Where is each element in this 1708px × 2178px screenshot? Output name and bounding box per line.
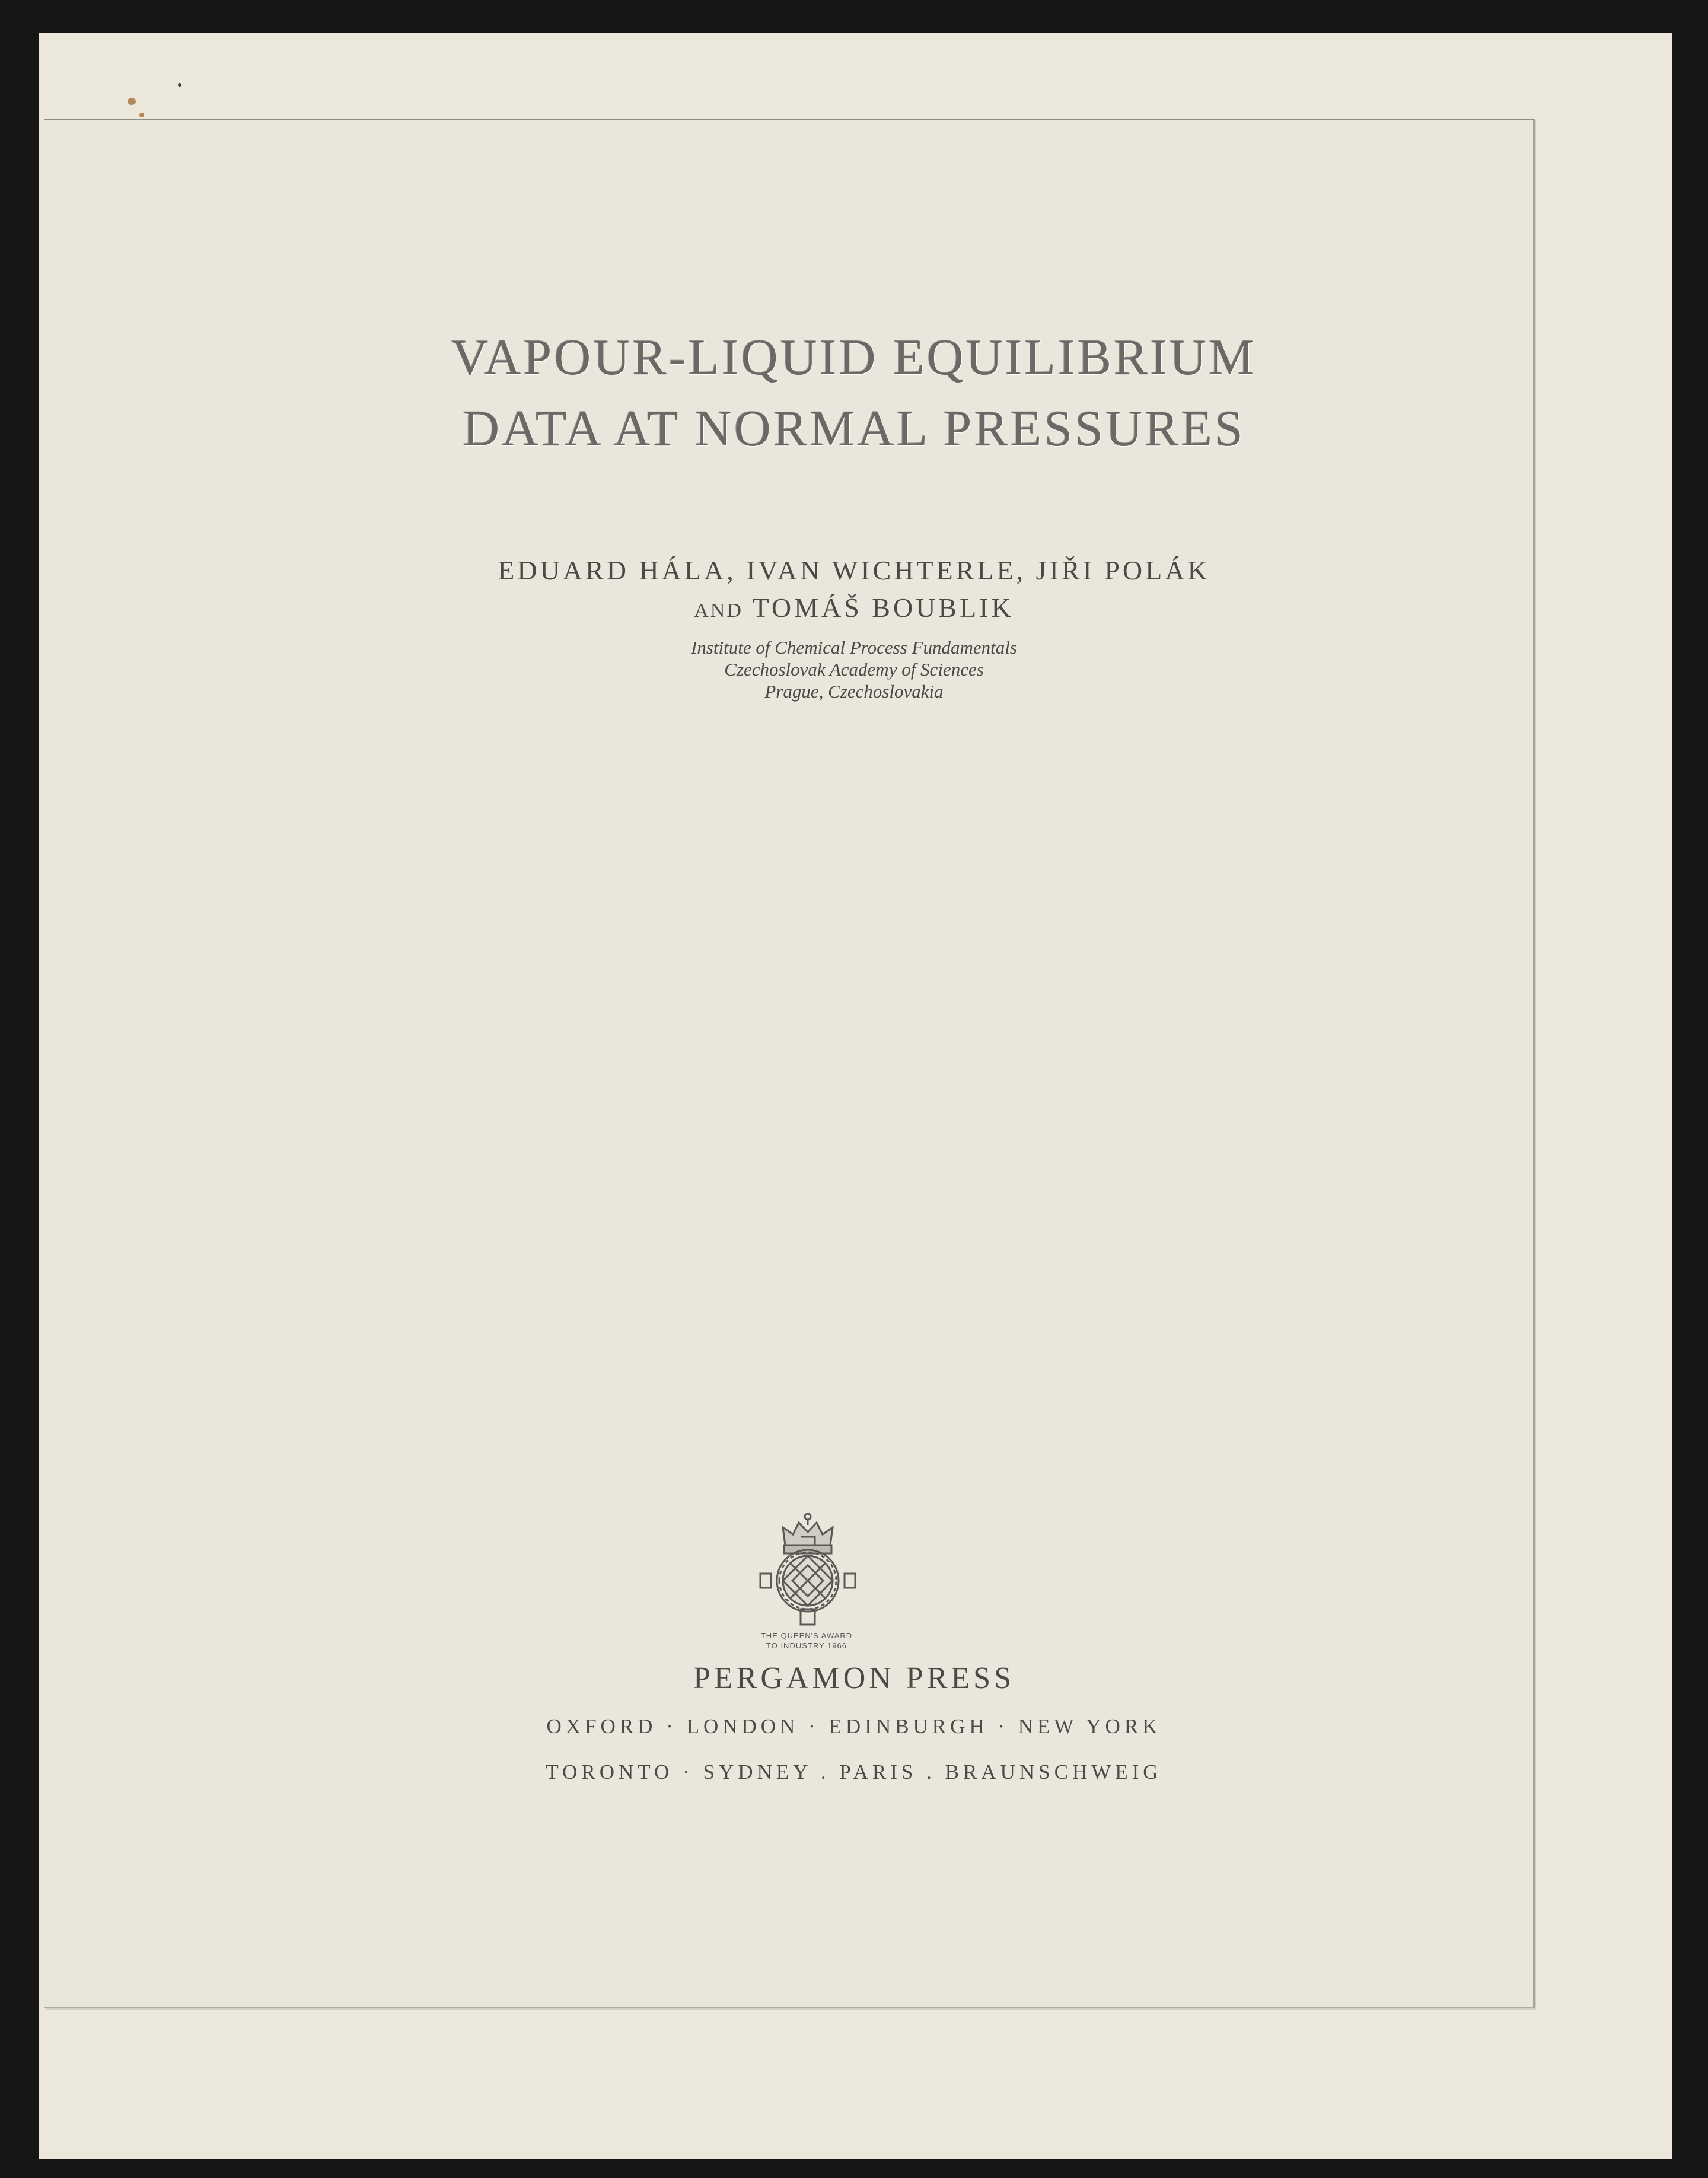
foxing-spot [139,113,144,117]
foxing-spot [128,98,136,105]
affiliation-line-1: Institute of Chemical Process Fundamentals [691,637,1017,658]
and-word: AND [694,600,743,622]
authors-line-2 [0,592,1708,623]
publisher-cities-line-1: OXFORD · LONDON · EDINBURGH · NEW YORK [546,1715,1162,1738]
logo-caption-line-1: THE QUEEN'S AWARD [760,1631,853,1640]
affiliation-line-3: Prague, Czechoslovakia [764,681,944,702]
title-line-2: DATA AT NORMAL PRESSURES [463,400,1245,457]
foxing-spot [178,83,181,87]
authors-line-1: EDUARD HÁLA, IVAN WICHTERLE, JIŘI POLÁK [498,555,1210,585]
author-name-boublik: TOMÁŠ BOUBLIK [752,593,1014,623]
title-line-1: VAPOUR-LIQUID EQUILIBRIUM [451,329,1257,386]
publisher-name: PERGAMON PRESS [693,1661,1015,1695]
queens-award-crown-emblem-icon [748,1504,867,1682]
logo-caption-line-2: TO INDUSTRY 1966 [766,1641,847,1650]
affiliation-line-2: Czechoslovak Academy of Sciences [724,659,984,680]
publisher-cities-line-2: TORONTO · SYDNEY . PARIS . BRAUNSCHWEIG [546,1760,1162,1784]
